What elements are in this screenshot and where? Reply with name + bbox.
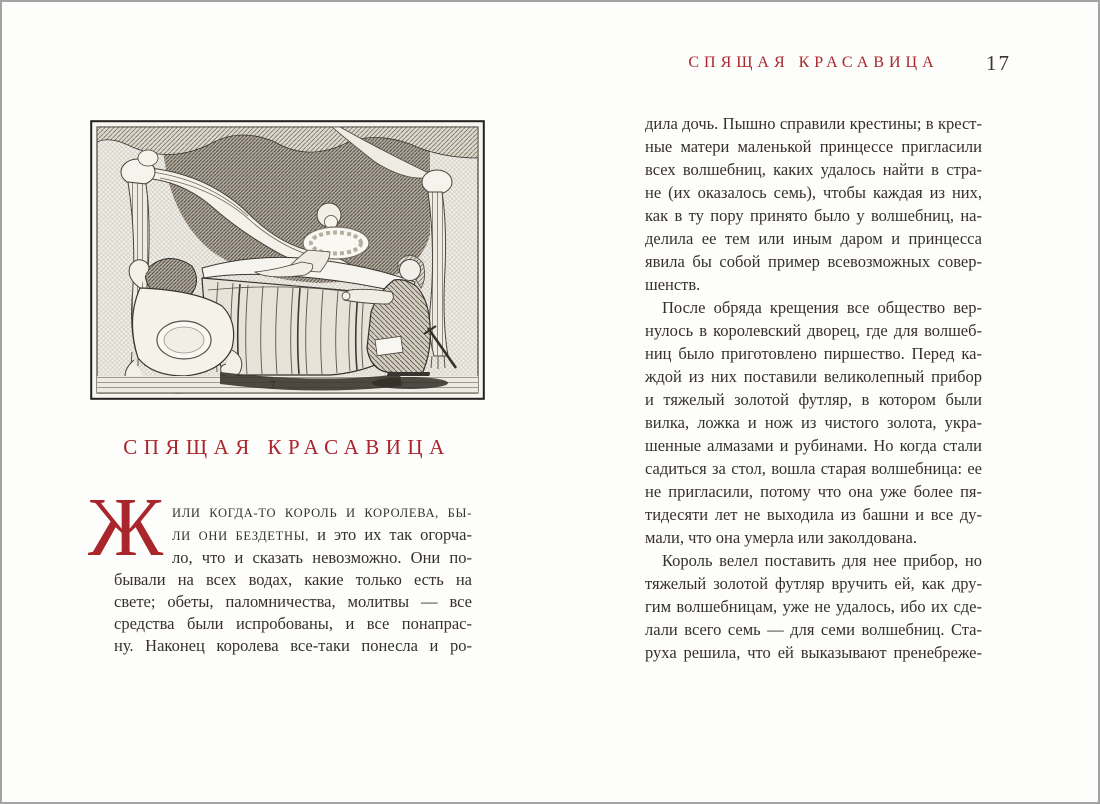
text-line: не (их оказалось семь), чтобы каждая из них,	[645, 183, 982, 202]
text-line: После обряда крещения все общество вер-	[662, 298, 982, 317]
text-line: ну. Наконец королева все-таки понесла и ро-	[114, 636, 472, 655]
text-line: руха решила, что ей выказывают пренебреже-	[645, 643, 982, 662]
body-text: и это их так огорча-	[309, 525, 472, 544]
text-line: вилка, ложка и нож из чистого золота, укра-	[645, 413, 982, 432]
page-number: 17	[986, 51, 1011, 75]
text-line: свете; обеты, паломничества, молитвы — все	[114, 592, 472, 611]
text-line: мали, что она умерла или заколдована.	[645, 528, 917, 547]
text-line: ные матери маленькой принцессе пригласили	[645, 137, 982, 156]
text-line: всех волшебниц, каких удалось найти в стра-	[645, 160, 982, 179]
text-line: лали всего семь — для семи волшебниц. Ста-	[645, 620, 982, 639]
plate-mark: 7	[270, 379, 276, 391]
left-page-text	[88, 481, 472, 657]
text-line: как в ту пору принято было у волшебниц, на-	[645, 206, 982, 225]
text-line: шенств.	[645, 275, 701, 294]
text-line	[114, 524, 472, 547]
left-page-paragraphs	[114, 501, 472, 657]
text-line: и тяжелый золотой футляр, в котором были	[645, 390, 982, 409]
text-line: Король велел поставить для нее прибор, но	[662, 551, 982, 570]
small-caps-text: ЛИ ОНИ БЕЗДЕТНЫ,	[172, 529, 310, 543]
text-line: явила бы собой пример всевозможных совер-	[645, 252, 982, 271]
text-line: тяжелый золотой футляр вручить ей, как дру-	[645, 574, 982, 593]
text-line: бывали на всех водах, какие только есть на	[114, 570, 472, 589]
right-page-text	[645, 112, 982, 664]
book-illustration	[90, 120, 485, 400]
text-line: гим волшебницам, уже не удалось, ибо их сде-	[645, 597, 982, 616]
text-line: ло, что и сказать невозможно. Они по-	[172, 548, 472, 567]
drop-cap: Ж	[88, 481, 164, 574]
text-line: шенные алмазами и рубинами. Но когда стали	[645, 436, 982, 455]
text-line: дила дочь. Пышно справили крестины; в крест-	[645, 114, 982, 133]
text-line: ниц было приготовлено пиршество. Перед ка-	[645, 344, 982, 363]
running-head: СПЯЩАЯ КРАСАВИЦА	[688, 54, 939, 71]
text-line: средства были испробованы, и все понапрас-	[114, 614, 472, 633]
text-line: делила ее тем или иным даром и принцесса	[645, 229, 982, 248]
small-caps-text: ИЛИ КОГДА-ТО КОРОЛЬ И КОРОЛЕВА, БЫ-	[172, 506, 472, 520]
text-line: садиться за стол, вошла старая волшебница: ее	[645, 459, 982, 478]
text-line: нулось в королевский дворец, где для волшеб-	[645, 321, 982, 340]
chapter-title: СПЯЩАЯ КРАСАВИЦА	[123, 435, 451, 459]
engraving-bedroom-scene	[90, 120, 485, 400]
text-line: не пригласили, потому что она уже более пя-	[645, 482, 982, 501]
text-line: ждой из них поставили великолепный прибор	[645, 367, 982, 386]
text-line: тидесяти лет не выходила из башни и все ду-	[645, 505, 982, 524]
text-line	[114, 501, 472, 524]
